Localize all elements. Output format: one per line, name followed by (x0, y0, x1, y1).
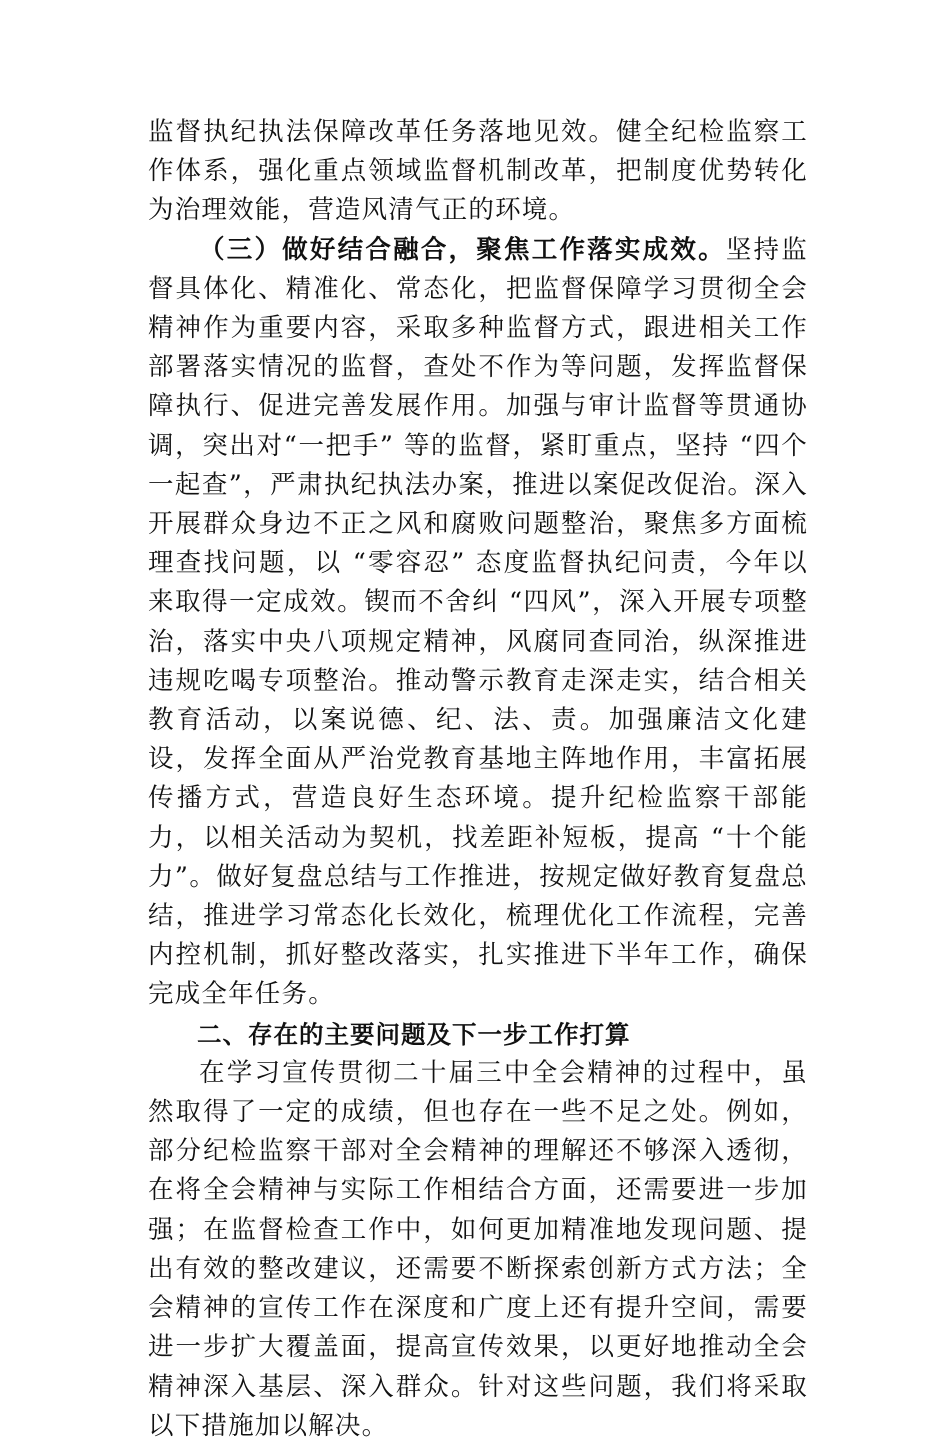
paragraph-problems: 在学习宣传贯彻二十届三中全会精神的过程中，虽然取得了一定的成绩，但也存在一些不足之处。例如，部分纪检监察干部对全会精神的理解还不够深入透彻，在将全会精神与实际工作相结合方面，还需要进一步加强；在监督检查工作中，如何更加精准地发现问题、提出有效的整改建议，还需要不断探索创新方式方法；全会精神的宣传工作在深度和广度上还有提升空间，需要进一步扩大覆盖面，提高宣传效果，以更好地推动全会精神深入基层、深入群众。针对这些问题，我们将采取以下措施加以解决。 (148, 1057, 808, 1441)
document-page (148, 113, 808, 1446)
paragraph-section-three (148, 231, 808, 1015)
paragraph-lead-heading: （三）做好结合融合，聚焦工作落实成效。 (199, 234, 726, 265)
section-heading: 二、存在的主要问题及下一步工作打算 (197, 1019, 631, 1049)
paragraph-body: 坚持监督具体化、精准化、常态化，把监督保障学习贯彻全会精神作为重要内容，采取多种监督方式，跟进相关工作部署落实情况的监督，查处不作为等问题，发挥监督保障执行、促进完善发展作用。加强与审计监督等贯通协调，突出对“一把手” 等的监督，紧盯重点，坚持 “四个一起查”，严肃执纪执法办案，推进以案促改促治。深入开展群众身边不正之风和腐败问题整治，聚焦多方面梳理查找问题，以 “零容忍” 态度监督执纪问责，今年以来取得一定成效。锲而不舍纠 “四风”，深入开展专项整治，落实中央八项规定精神，风腐同查同治，纵深推进违规吃喝专项整治。推动警示教育走深走实，结合相关教育活动，以案说德、纪、法、责。加强廉洁文化建设，发挥全面从严治党教育基地主阵地作用，丰富拓展传播方式，营造良好生态环境。提升纪检监察干部能力，以相关活动为契机，找差距补短板，提高 “十个能力”。做好复盘总结与工作推进，按规定做好教育复盘总结，推进学习常态化长效化，梳理优化工作流程，完善内控机制，抓好整改落实，扎实推进下半年工作，确保完成全年任务。 (148, 234, 808, 1010)
paragraph-continued: 监督执纪执法保障改革任务落地见效。健全纪检监察工作体系，强化重点领域监督机制改革，把制度优势转化为治理效能，营造风清气正的环境。 (148, 117, 808, 226)
